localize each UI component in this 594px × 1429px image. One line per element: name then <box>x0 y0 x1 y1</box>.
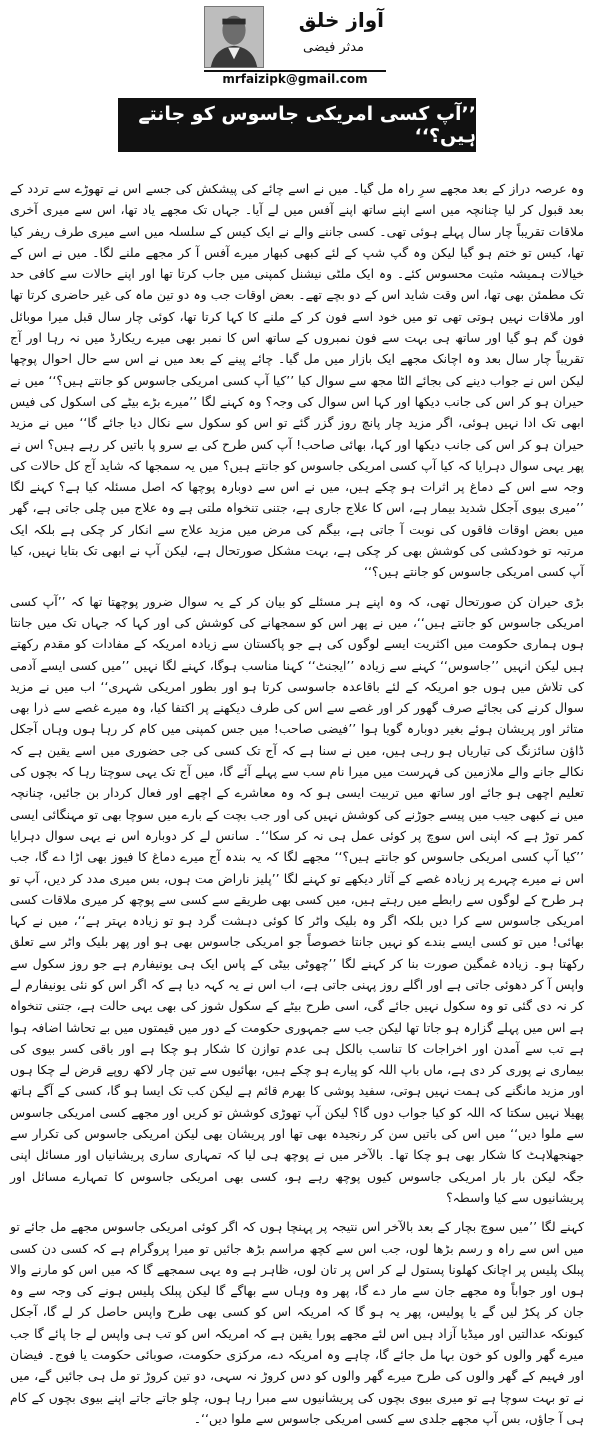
article-headline: ’’آپ کسی امریکی جاسوس کو جانتے ہیں؟‘‘ <box>138 103 476 147</box>
author-name: مدثر فیضی <box>303 40 364 55</box>
paragraph: بڑی حیران کن صورتحال تھی، کہ وہ اپنے ہر مسئلے کو بیان کر کے یہ سوال ضرور پوچھتا تھا کہ ’’آپ کسی امریکی جاسوس کو جانتے ہیں‘‘، میں نے پھر اس کو سمجھانے کی کوشش کی اور کہا کہ جہاں تک میں جانتا ہوں ہماری حکومت میں اکثریت ایسے لوگوں کی ہے جو پاکستان سے زیادہ امریکہ کے مفادات کو مقدم رکھتے ہیں لیکن انہیں ’’جاسوس‘‘ کہنے سے زیادہ ’’ایجنٹ‘‘ کہنا مناسب ہوگا، کہنے لگا نہیں ’’میں کسی ایسے آدمی کی تلاش میں ہوں جو امریکہ کے لئے باقاعدہ جاسوسی کرتا ہو اور بطور امریکی شہری‘‘ اب میں نے مزید سوال کرنے کی بجائے صرف گھور کر اور غصے سے اس کی طرف دیکھنے پر اکتفا کیا، وہ میرے غصے سے ذرا بھی متاثر اور پریشان ہوئے بغیر دوبارہ گویا ہوا ’’فیضی صاحب! میں جس کمپنی میں کام کر رہا ہوں وہاں آجکل ڈاؤن سائزنگ کی تیاریاں ہو رہی ہیں، میں نے سنا ہے کہ آج تک کسی کی جی حضوری میں اسے یقین ہے کہ نکالے جانے والے ملازمین کی فہرست میں میرا نام سب سے پہلے آئے گا، میں آج تک یہی سوچتا رہا کہ بچوں کی تعلیم اچھی ہو جائے اور ساتھ میں تربیت ایسی ہو کہ وہ معاشرے کے اچھے اور فعال کردار بن جائیں، چنانچہ میں نے کبھی جیب میں پیسے جوڑنے کی کوشش نہیں کی اور جب بچت کے بارے میں سوچا بھی تو مہنگائی ایسی کمر توڑ ہے کہ اپنی اس سوچ پر کوئی عمل ہی نہ کر سکا‘‘۔ سانس لے کر دوبارہ اس نے یہی سوال دہرایا ’’کیا آپ کسی امریکی جاسوس کو جانتے ہیں؟‘‘ مجھے لگا کہ یہ بندہ آج میرے دماغ کا فیوز بھی اڑا دے گا، جب اس نے میرے چہرے پر زیادہ غصے کے آثار دیکھے تو کہنے لگا ’’پلیز ناراض مت ہوں، بس میری مدد کر دیں، آپ تو ہر طرح کے لوگوں سے رابطے میں رہتے ہیں، میں کسی بھی طریقے سے کسی سے پوچھ کر میری ملاقات کسی امریکی جاسوس سے کرا دیں بلکہ اگر وہ بلیک واٹر کا کوئی دہشت گرد ہو تو زیادہ بہتر ہے‘‘، میں نے کہا بھائی! میں تو کسی ایسے بندے کو نہیں جانتا خصوصاً جو امریکی جاسوس بھی ہو اور پھر بلیک واٹر سے تعلق رکھتا ہو۔ زیادہ غمگین صورت بنا کر کہنے لگا ’’چھوٹی بیٹی کے پاس ایک ہی یونیفارم ہے جو روز سکول سے واپس آ کر دھوئی جاتی ہے اور اگلے روز پہنی جاتی ہے، اب اس نے یہ کہہ دیا ہے کہ اگر اس کو نئی یونیفارم لے کر نہ دی گئی تو وہ سکول نہیں جائے گی، اسی طرح بیٹے کے سکول شوز کی بھی یہی حالت ہے، جتنی تنخواہ ہے اس میں پہلے گزارہ ہو جاتا تھا لیکن جب سے جمہوری حکومت کے دور میں قیمتوں میں بے تحاشا اضافہ ہوا ہے تب سے آمدن اور اخراجات کا تناسب بالکل ہی عدم توازن کا شکار ہو چکا ہے اور باقی کسر بیوی کی بیماری نے پوری کر دی ہے، ماں باپ اللہ کو پیارے ہو چکے ہیں، بھائیوں سے تین چار لاکھ روپے قرض لے چکا ہوں اور مزید مانگنے کی ہمت نہیں ہوتی، سفید پوشی کا بھرم قائم ہے لیکن کب تک ایسا ہو گا، کسی کے آگے ہاتھ پھیلا نہیں سکتا کہ اللہ کو کیا جواب دوں گا؟ لیکن آپ تھوڑی کوشش تو کریں اور مجھے کسی امریکی جاسوس سے ملوا دیں‘‘ میں اس کی باتیں سن کر رنجیدہ بھی تھا اور پریشان بھی لیکن امریکی جاسوس کی تکرار سے جھنجھلاہٹ کا شکار بھی ہو چکا تھا۔ بالآخر میں نے پوچھ ہی لیا کہ تمہاری ساری پریشانیاں اور مسائل اپنی جگہ لیکن بار بار امریکی جاسوس کیوں پوچھ رہے ہو، کسی بھی امریکی جاسوس کا تمہارے مسائل اور پریشانیوں سے کیا واسطہ؟ <box>10 593 584 1205</box>
author-email[interactable]: mrfaizipk@gmail.com <box>204 70 386 86</box>
author-portrait <box>204 6 264 68</box>
portrait-image <box>205 7 263 67</box>
paragraph: وہ عرصہ دراز کے بعد مجھے سرِ راہ مل گیا۔ میں نے اسے چائے کی پیشکش کی جسے اس نے تھوڑے سے تردد کے بعد قبول کر لیا چنانچہ میں اسے اپنے ساتھ اپنے آفس میں لے آیا۔ جہاں تک مجھے یاد تھا، اس سے میری آخری ملاقات تقریباً چار سال پہلے ہوئی تھی۔ کسی جاننے والے نے ایک کیس کے سلسلہ میں اسے میری طرف ریفر کیا تھا، کیس تو ختم ہو گیا لیکن وہ گپ شپ کے لئے کبھی کبھار میرے آفس آ کر مجھے ملنے لگا۔ میں نے اس کے خیالات ہمیشہ مثبت محسوس کئے۔ وہ ایک ملٹی نیشنل کمپنی میں جاب کرتا تھا اور اپنے حالات سے کافی حد تک مطمئن بھی تھا، اس وقت شاید اس کے دو بچے تھے۔ بعض اوقات جب وہ دو تین ماہ کی غیر حاضری کرتا تھا اور ملاقات نہیں ہوتی تھی تو میں خود اسے فون کر کے ملنے کا کہا کرتا تھا، کوئی چار سال قبل میرا موبائل فون گم ہو گیا اور ساتھ ہی بہت سے فون نمبروں کے ساتھ اس کا نمبر بھی میرے ریکارڈ میں نہ رہا اور آج تقریباً چار سال بعد وہ اچانک مجھے ایک بازار میں مل گیا۔ چائے پینے کے بعد میں نے اس سے حال احوال پوچھا لیکن اس نے جواب دینے کی بجائے الٹا مجھ سے سوال کیا ’’کیا آپ کسی امریکی جاسوس کو جانتے ہیں؟‘‘ میں نے حیران ہو کر اس کی جانب دیکھا اور کہا اس سوال کی وجہ؟ وہ کہنے لگا ’’میرے بڑے بیٹے کی اسکول کی فیس ابھی تک ادا نہیں ہوئی، اگر مزید چار پانچ روز گزر گئے تو اس کو سکول سے نکال دیا جائے گا‘‘ میں نے مزید حیران ہو کر اس کی جانب دیکھا اور کہا، بھائی صاحب! آپ کس طرح کی بے سرو پا باتیں کر رہے ہیں؟ اس نے پھر یہی سوال دہرایا کہ کیا آپ کسی امریکی جاسوس کو جانتے ہیں؟ میں یہ سمجھا کہ شاید آج کل حالات کی وجہ سے اس کے دماغ پر اثرات ہو چکے ہیں، میں نے اس سے دوبارہ پوچھا کہ اصل مسئلہ کیا ہے؟ کہنے لگا ’’میری بیوی آجکل شدید بیمار ہے، اس کا علاج جاری ہے، جتنی تنخواہ ملتی ہے وہ علاج میں چلی جاتی ہے، گھر میں بعض اوقات فاقوں کی نوبت آ جاتی ہے، بیگم کی مرض میں مزید علاج سے انکار کر چکی ہے بلکہ ایک مرتبہ تو خودکشی کی کوشش بھی کر چکی ہے، بہت مشکل صورتحال ہے، لیکن آپ نے ابھی تک بتایا نہیں، کیا آپ کسی امریکی جاسوس کو جانتے ہیں؟‘‘ <box>10 181 584 580</box>
headline-banner <box>118 98 476 152</box>
column-name: آواز خلق <box>298 8 384 32</box>
column-masthead <box>200 4 390 88</box>
paragraph: کہنے لگا ’’میں سوچ بچار کے بعد بالآخر اس نتیجہ پر پہنچا ہوں کہ اگر کوئی امریکی جاسوس مجھے مل جائے تو میں اس سے راہ و رسم بڑھا لوں، جب اس سے کچھ مراسم بڑھ جائیں تو میرا پروگرام ہے کہ کسی دن کسی پبلک پلیس پر اچانک کھلونا پستول لے کر اس پر تان لوں، ظاہر ہے وہ یہی سمجھے گا کہ میں اس کو مارنے والا ہوں اور جواباً وہ مجھے جان سے مار دے گا، پھر وہ وہاں سے بھاگے گا لیکن پبلک پلیس ہونے کی وجہ سے وہ جان کر پکڑ لیں گے یا پولیس، پھر یہ ہو گا کہ امریکہ اس کو کسی بھی طرح واپس حاصل کر لے گا، آجکل کیونکہ عدالتیں اور میڈیا آزاد ہیں اس لئے مجھے پورا یقین ہے کہ امریکہ اس کو تب ہی واپس لے جا پائے گا جب میرے گھر والوں کو خون بہا مل جائے گا، چاہے وہ امریکہ دے، مرکزی حکومت، صوبائی حکومت یا فوج۔ فیضان اور فہیم کے گھر والوں کی طرح میرے گھر والوں کو دس کروڑ نہ سہی، دو تین کروڑ تو مل ہی جائیں گے، میں نے تو بہت سوچا ہے تو میری بیوی بچوں کی پریشانیوں سے مبرا رہا ہوں، چلو جاتے جاتے اپنے بیوی بچوں کے کام ہی آ جاؤں، بس آپ مجھے جلدی سے کسی امریکی جاسوس سے ملوا دیں‘‘۔ <box>10 1219 584 1426</box>
article-body <box>10 178 584 1426</box>
